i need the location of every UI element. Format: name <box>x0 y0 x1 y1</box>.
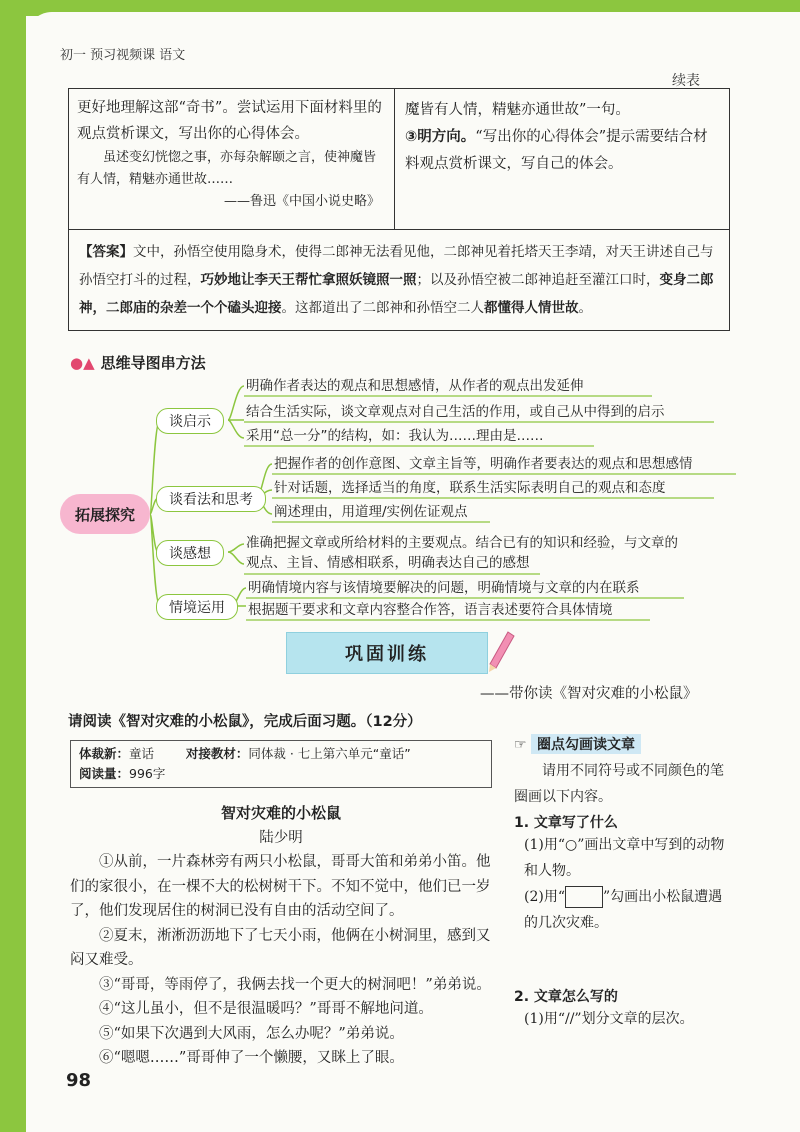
page-number: 98 <box>66 1070 92 1091</box>
info-line <box>79 764 483 784</box>
answer-text: 文中，孙悟空使用隐身术，使得二郎神无法看见他，二郎神见着托塔天王李靖，对天王讲述自己与孙悟空打斗的过程， <box>79 244 714 288</box>
info-value: 同体裁 · 七上第六单元“童话” <box>248 746 411 761</box>
article-title: 智对灾难的小松鼠 <box>220 804 341 822</box>
mindmap-leaf: 明确作者表达的观点和思想感情，从作者的观点出发延伸 <box>246 378 584 394</box>
sidebar-title-text: 圈点勾画读文章 <box>531 734 641 754</box>
info-label: 体裁新： <box>79 746 130 761</box>
article-paragraph: ⑤“如果下次遇到大风雨，怎么办呢？”弟弟说。 <box>99 1025 404 1042</box>
info-label: 对接教材： <box>185 746 249 761</box>
question-text: 更好地理解这部“奇书”。尝试运用下面材料里的观点赏析课文，写出你的心得体会。 <box>77 100 382 142</box>
mindmap-leaf: 阐述理由，用道理/实例佐证观点 <box>274 504 468 520</box>
sidebar-title <box>514 732 734 758</box>
info-label: 阅读量： <box>79 766 130 781</box>
sidebar-item-text: (2)用“ <box>524 889 565 905</box>
section-title-text: 思维导图串方法 <box>100 354 206 372</box>
practice-instruction: 请阅读《智对灾难的小松鼠》，完成后面习题。（12分） <box>68 714 422 730</box>
mindmap-leaf: 把握作者的创作意图、文章主旨等，明确作者要表达的观点和思想感情 <box>274 456 693 472</box>
quote-text: 虽述变幻恍惚之事，亦每杂解颐之言，使神魔皆有人情，精魅亦通世故…… <box>77 150 377 187</box>
article-paragraph: ①从前，一片森林旁有两只小松鼠，哥哥大笛和弟弟小笛。他们的家很小，在一棵不大的松树树干下。不知不觉中，他们已一岁了，他们发现居住的树洞已没有自由的活动空间了。 <box>70 854 491 919</box>
page-header: 初一 预习视频课 语文 <box>60 48 186 63</box>
mindmap-branch: 情境运用 <box>156 594 238 620</box>
mindmap-root: 拓展探究 <box>60 494 150 534</box>
info-value: 996字 <box>129 766 166 781</box>
answer-text: 。这都道出了二郎神和孙悟空二人 <box>281 300 484 316</box>
mindmap-leaf: 结合生活实际，谈文章观点对自己生活的作用，或自己从中得到的启示 <box>246 404 665 420</box>
sidebar-intro: 请用不同符号或不同颜色的笔圈画以下内容。 <box>514 763 724 805</box>
hint-text: “写出你的心得体会”提示需要结合材料观点赏析课文，写自己的体会。 <box>405 129 708 172</box>
answer-bold: 都懂得人情世故 <box>484 300 579 316</box>
answer-text: ；以及孙悟空被二郎神追赶至灌江口时， <box>416 272 660 288</box>
article-author: 陆少明 <box>259 830 303 846</box>
mindmap-leaf: 针对话题，选择适当的角度，联系生活实际表明自己的观点和态度 <box>274 480 666 496</box>
answer-label: 【答案】 <box>79 244 133 260</box>
info-value: 童话 <box>129 746 155 761</box>
hand-point-icon: ☞ <box>514 737 527 753</box>
annotation-sidebar <box>514 732 734 1032</box>
sidebar-item: (1)用“//”划分文章的层次。 <box>524 1011 694 1027</box>
answer-text: 。 <box>578 300 592 316</box>
mindmap-branch: 谈看法和思考 <box>156 486 266 512</box>
pencil-icon <box>486 630 516 674</box>
article-info-box <box>70 740 492 788</box>
sidebar-item: (1)用“○”画出文章中写到的动物和人物。 <box>524 837 725 879</box>
continued-label: 续表 <box>672 73 700 89</box>
mindmap-leaf: 采用“总一分”的结构，如：我认为……理由是…… <box>246 428 544 444</box>
sidebar-item-text: ”勾画出小松鼠遭遇的几次灾难。 <box>524 889 723 931</box>
article-paragraph: ③“哥哥，等雨停了，我俩去找一个更大的树洞吧！”弟弟说。 <box>99 976 491 993</box>
info-line <box>79 744 483 764</box>
answer-bold: 巧妙地让李天王帮忙拿照妖镜照一照 <box>200 272 417 288</box>
box-mark-icon <box>565 886 603 908</box>
article-body <box>70 850 494 1071</box>
practice-subtitle: ——带你读《智对灾难的小松鼠》 <box>480 686 698 702</box>
mindmap-leaf: 明确情境内容与该情境要解决的问题，明确情境与文章的内在联系 <box>248 580 640 596</box>
mindmap-leaf: 观点、主旨、情感相联系，明确表达自己的感想 <box>246 555 530 571</box>
article-paragraph: ④“这儿虽小，但不是很温暖吗？”哥哥不解地问道。 <box>99 1001 433 1017</box>
mindmap-branch: 谈启示 <box>156 408 224 434</box>
mindmap-leaf: 根据题干要求和文章内容整合作答，语言表述要符合具体情境 <box>248 602 613 618</box>
person-icon: ●▲ <box>70 354 95 372</box>
mindmap-branch: 谈感想 <box>156 540 224 566</box>
practice-banner: 巩固训练 <box>286 632 488 674</box>
sidebar-item <box>514 884 734 936</box>
sidebar-question: 2. 文章怎么写的 <box>514 989 618 1005</box>
hint-marker: ③明方向。 <box>405 129 476 145</box>
article-paragraph: ②夏末，淅淅沥沥地下了七天小雨，他俩在小树洞里，感到又闷又难受。 <box>70 927 491 968</box>
mindmap-leaf: 准确把握文章或所给材料的主要观点。结合已有的知识和经验，与文章的 <box>246 535 678 551</box>
article-paragraph: ⑥“嗯嗯……”哥哥伸了一个懒腰，又眯上了眼。 <box>99 1050 404 1066</box>
hint-line: 魔皆有人情，精魅亦通世故”一句。 <box>405 102 630 118</box>
quote-source: ——鲁迅《中国小说史略》 <box>223 194 380 209</box>
answer-bold: 变身二郎神，二郎庙的杂差一个个磕头迎接 <box>79 272 714 316</box>
sidebar-question: 1. 文章写了什么 <box>514 815 618 831</box>
